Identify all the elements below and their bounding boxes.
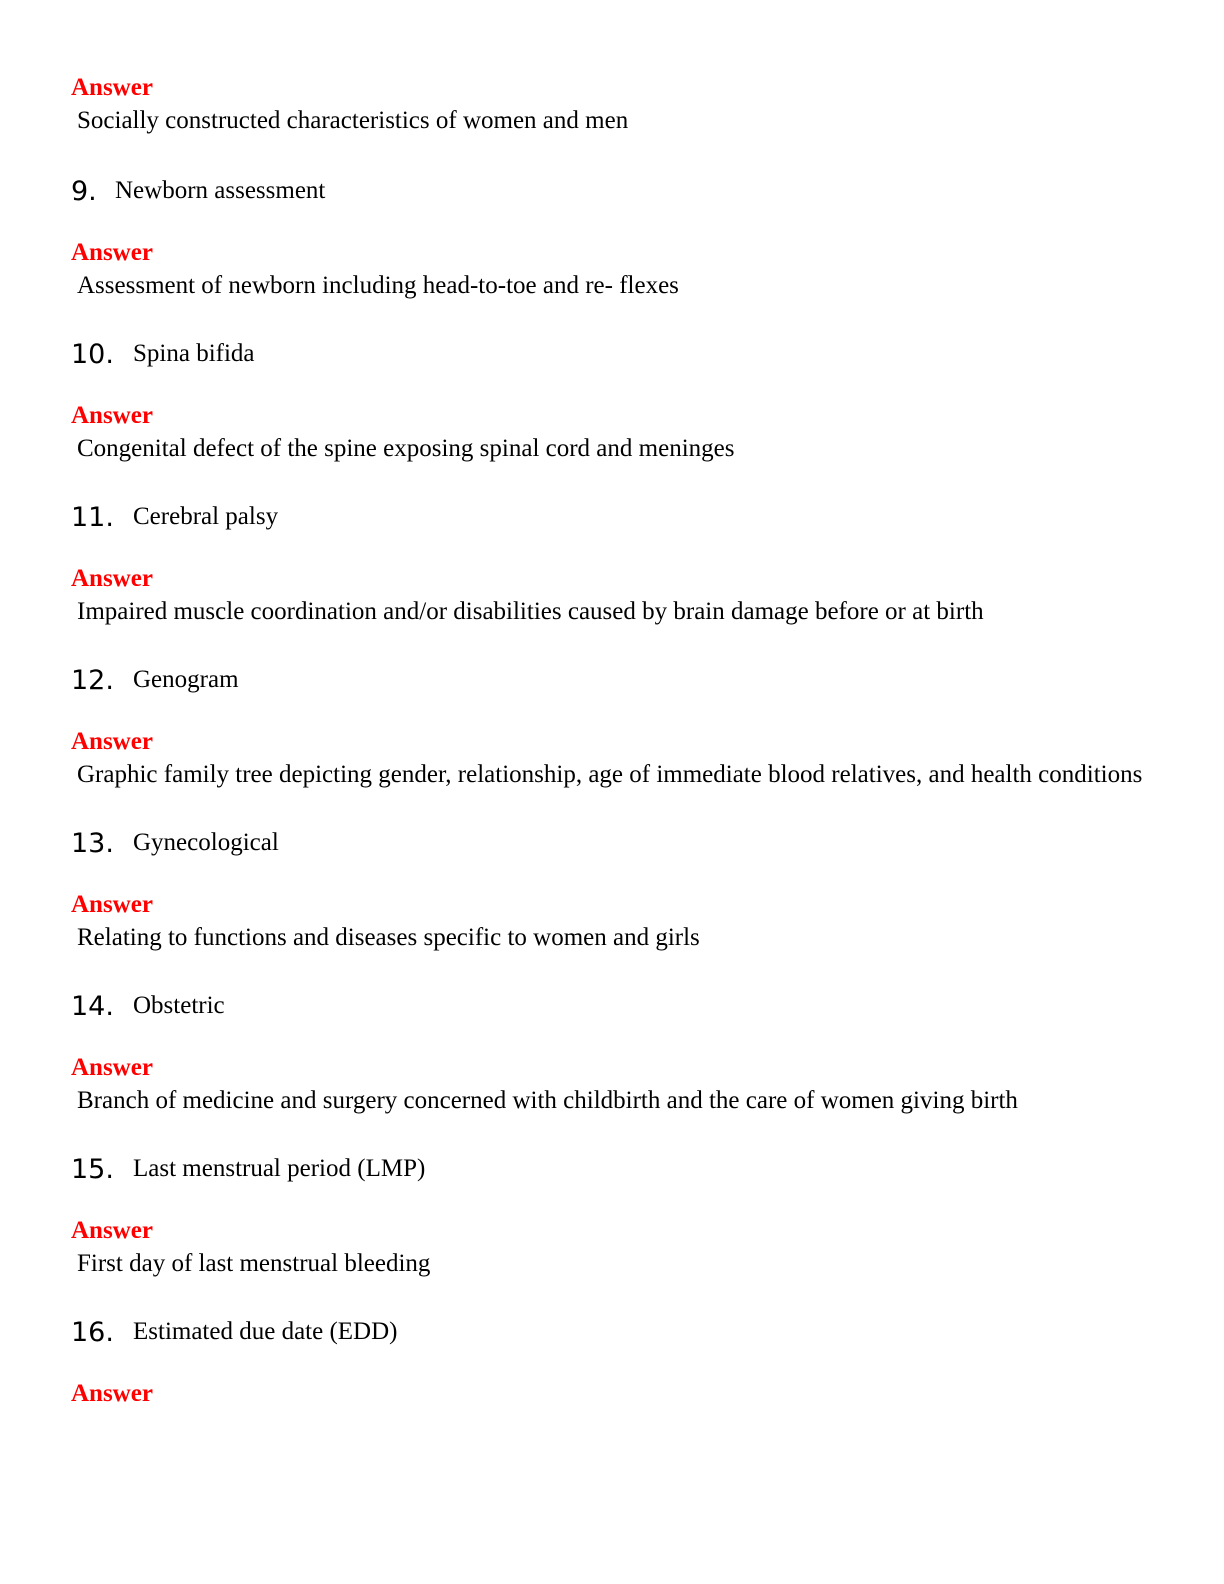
question-term: Spina bifida: [133, 340, 255, 367]
question-item-9: [71, 172, 1161, 302]
question-line: [71, 987, 1161, 1025]
question-number: 13.: [71, 827, 114, 859]
answer-block: [71, 563, 1161, 628]
question-item-13: [71, 824, 1161, 954]
answer-block: [71, 889, 1161, 954]
question-number: 16.: [71, 1316, 114, 1348]
answer-block: [71, 237, 1161, 302]
question-number: 10.: [71, 338, 114, 370]
question-item-16: [71, 1313, 1161, 1410]
question-term: Cerebral palsy: [133, 503, 279, 530]
answer-label: Answer: [71, 891, 153, 918]
answer-text: Impaired muscle coordination and/or disabilities caused by brain damage before or at birth: [77, 598, 984, 625]
answer-text: Branch of medicine and surgery concerned with childbirth and the care of women giving birth: [77, 1087, 1018, 1114]
question-term: Last menstrual period (LMP): [133, 1155, 426, 1182]
question-line: [71, 335, 1161, 373]
answer-label: Answer: [71, 565, 153, 592]
question-line: [71, 1150, 1161, 1188]
answer-label: Answer: [71, 1380, 153, 1407]
question-item-12: [71, 661, 1161, 791]
question-number: 9.: [71, 175, 97, 207]
answer-label: Answer: [71, 74, 153, 101]
question-line: [71, 661, 1161, 699]
answer-block-8: [71, 72, 1161, 137]
question-term: Newborn assessment: [115, 177, 326, 204]
question-item-11: [71, 498, 1161, 628]
question-line: [71, 824, 1161, 862]
question-line: [71, 1313, 1161, 1351]
question-number: 11.: [71, 501, 114, 533]
question-term: Obstetric: [133, 992, 225, 1019]
question-item-10: [71, 335, 1161, 465]
question-term: Genogram: [133, 666, 239, 693]
answer-block: [71, 400, 1161, 465]
answer-label: Answer: [71, 1217, 153, 1244]
answer-text: Congenital defect of the spine exposing spinal cord and meninges: [77, 435, 735, 462]
answer-block: [71, 1215, 1161, 1280]
answer-block: [71, 726, 1161, 791]
answer-block: [71, 1052, 1161, 1117]
question-list: [71, 172, 1161, 1410]
answer-text: Graphic family tree depicting gender, relationship, age of immediate blood relatives, and health conditions: [77, 761, 1143, 788]
answer-text: Socially constructed characteristics of women and men: [77, 107, 629, 134]
question-term: Gynecological: [133, 829, 279, 856]
answer-text: Assessment of newborn including head-to-toe and re- flexes: [77, 272, 679, 299]
question-number: 14.: [71, 990, 114, 1022]
answer-label: Answer: [71, 402, 153, 429]
answer-text: Relating to functions and diseases specific to women and girls: [77, 924, 700, 951]
answer-label: Answer: [71, 728, 153, 755]
answer-label: Answer: [71, 239, 153, 266]
question-item-15: [71, 1150, 1161, 1280]
answer-block: [71, 1378, 1161, 1410]
question-line: [71, 172, 1161, 210]
answer-text: First day of last menstrual bleeding: [77, 1250, 431, 1277]
question-number: 15.: [71, 1153, 114, 1185]
question-item-14: [71, 987, 1161, 1117]
question-number: 12.: [71, 664, 114, 696]
question-line: [71, 498, 1161, 536]
answer-label: Answer: [71, 1054, 153, 1081]
question-term: Estimated due date (EDD): [133, 1318, 398, 1345]
